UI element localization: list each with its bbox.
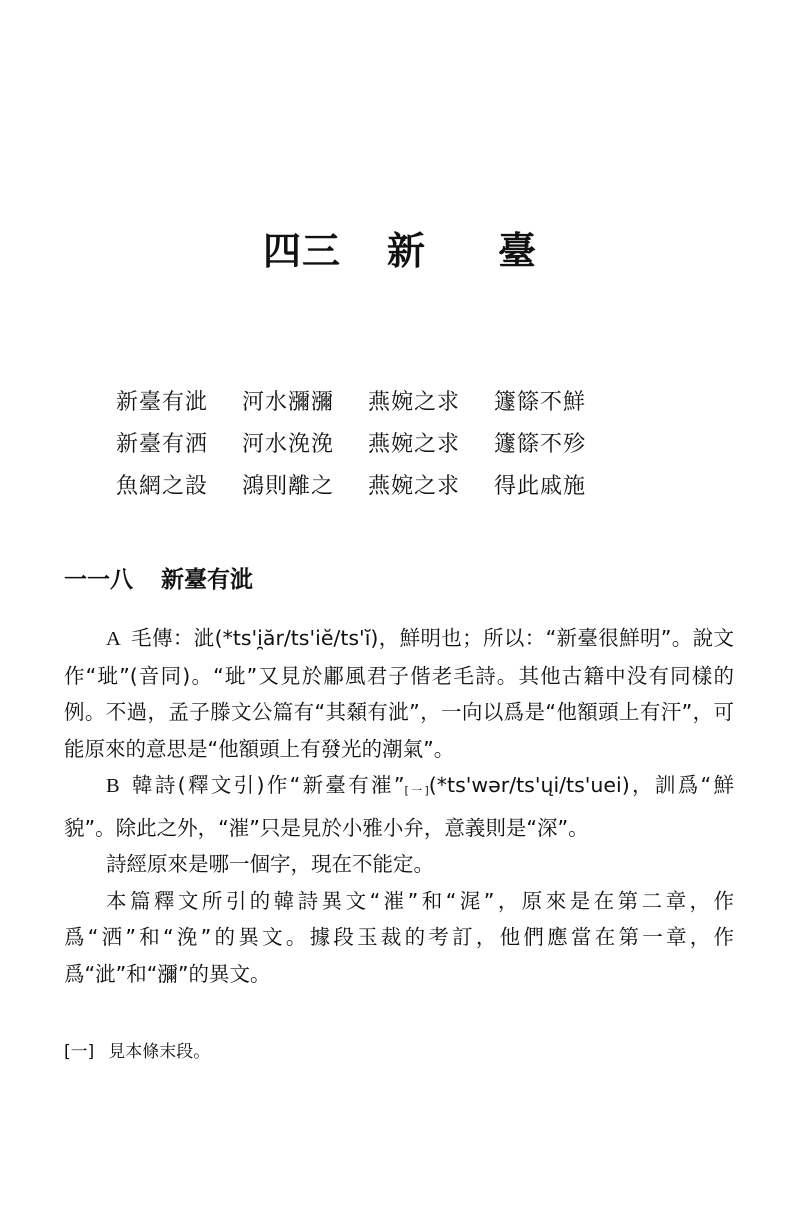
poem-phrase: 河水浼浼 — [242, 432, 335, 457]
section-heading — [64, 562, 253, 598]
section-number: 一一八 — [64, 567, 133, 593]
poem-line — [116, 382, 736, 424]
poem-phrase: 籧篨不殄 — [494, 432, 587, 457]
poem-block — [116, 382, 736, 508]
poem-phrase: 河水瀰瀰 — [242, 390, 335, 415]
paragraph-text: 毛傳：泚(*ts'i̯ăr/ts'iĕ/ts'ĭ)，鮮明也；所以：“新臺很鮮明”。說文作“玼”(音同)。“玼”又見於鄘風君子偕老毛詩。其他古籍中没有同樣的例。不過，孟子滕文公篇有“其顙有泚”，一向以爲是“他額頭上有汗”，可能原來的意思是“他額頭上有發光的潮氣”。 — [64, 626, 734, 761]
chapter-title — [0, 226, 800, 276]
paragraph-text: 詩經原來是哪一個字，現在不能定。 — [106, 852, 434, 876]
paragraph — [64, 883, 734, 993]
poem-phrase: 得此戚施 — [494, 474, 587, 499]
commentary-body — [64, 620, 734, 992]
paragraph — [64, 846, 734, 883]
footnote-mark: [一] — [64, 1042, 95, 1062]
footnote-text: 見本條末段。 — [108, 1042, 211, 1062]
poem-phrase: 新臺有泚 — [116, 390, 209, 415]
chapter-title-char-1: 新 — [386, 229, 426, 273]
poem-phrase: 燕婉之求 — [368, 432, 461, 457]
poem-phrase: 鴻則離之 — [242, 474, 335, 499]
paragraph-label: A — [106, 628, 121, 650]
paragraph-a — [64, 620, 734, 767]
paragraph-b — [64, 767, 734, 846]
poem-phrase: 魚網之設 — [116, 474, 209, 499]
footnote — [64, 1040, 210, 1064]
paragraph-text: 本篇釋文所引的韓詩異文“漼”和“浘”，原來是在第二章，作爲“洒”和“浼”的異文。據段玉裁的考訂，他們應當在第一章，作爲“泚”和“瀰”的異文。 — [64, 888, 734, 986]
section-title: 新臺有泚 — [161, 567, 253, 593]
paragraph-text: 韓詩(釋文引)作“新臺有漼” — [129, 773, 405, 797]
chapter-title-char-2: 臺 — [498, 229, 538, 273]
poem-line — [116, 466, 736, 508]
chapter-number: 四三 — [262, 229, 341, 273]
footnote-reference[interactable]: [一] — [404, 784, 429, 797]
poem-phrase: 燕婉之求 — [368, 390, 461, 415]
paragraph-label: B — [106, 775, 120, 797]
poem-phrase: 燕婉之求 — [368, 474, 461, 499]
poem-phrase: 籧篨不鮮 — [494, 390, 587, 415]
poem-line — [116, 424, 736, 466]
paragraph-text: (*ts'wər/ts'ųi/ts'uei)，訓爲“鮮貌”。除此之外，“漼”只是見於小雅小弁，意義則是“深”。 — [64, 773, 734, 840]
poem-phrase: 新臺有洒 — [116, 432, 209, 457]
